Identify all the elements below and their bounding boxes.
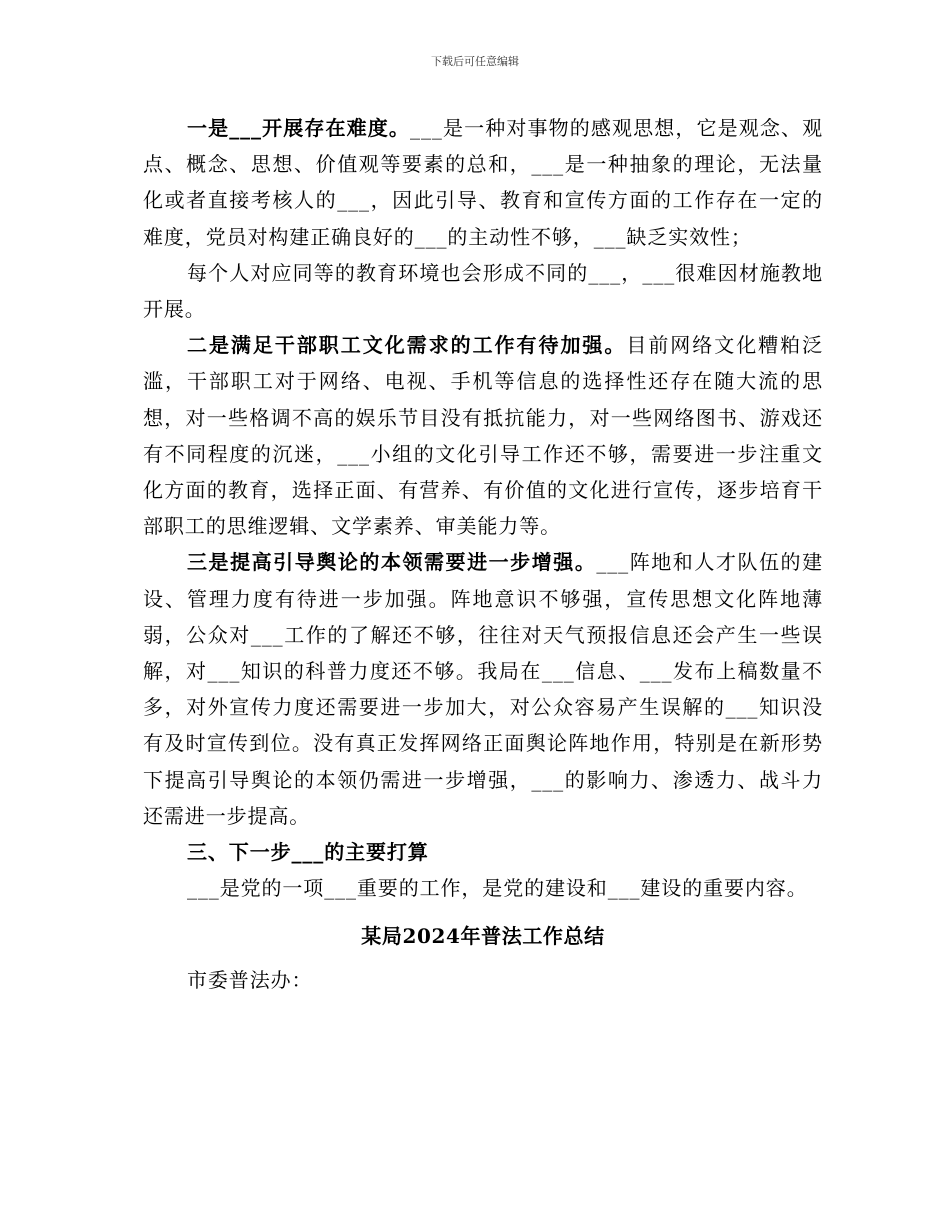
section-body: ___是党的一项___重要的工作，是党的建设和___建设的重要内容。 [187, 876, 808, 901]
document-body [143, 110, 823, 998]
paragraph-4 [143, 544, 823, 834]
paragraph-2-text: 每个人对应同等的教育环境也会形成不同的___，___很难因材施教地开展。 [143, 260, 823, 322]
paragraph-1 [143, 110, 823, 255]
page-header-note: 下载后可任意编辑 [431, 55, 519, 68]
paragraph-4-text: ___阵地和人才队伍的建设、管理力度有待进一步加强。阵地意识不够强，宣传思想文化阵地薄弱，公众对___工作的了解还不够，往往对天气预报信息还会产生一些误解，对___知识的科普力度还不够。我局在___信息、___发布上稿数量不多，对外宣传力度还需要进一步加大，对公众容易产生误解的___知识没有及时宣传到位。没有真正发挥网络正面舆论阵地作用，特别是在新形势下提高引导舆论的本领仍需进一步增强，___的影响力、渗透力、战斗力还需进一步提高。 [143, 550, 823, 828]
paragraph-3-text: 目前网络文化糟粕泛滥，干部职工对于网络、电视、手机等信息的选择性还存在随大流的思想，对一些格调不高的娱乐节目没有抵抗能力，对一些网络图书、游戏还有不同程度的沉迷，___小组的文化引导工作还不够，需要进一步注重文化方面的教育，选择正面、有营养、有价值的文化进行宣传，逐步培育干部职工的思维逻辑、文学素养、审美能力等。 [143, 333, 823, 539]
document-title: 某局2024年普法工作总结 [361, 924, 605, 949]
section-heading: 三、下一步___的主要打算 [187, 840, 429, 865]
addressee: 市委普法办： [187, 968, 313, 993]
paragraph-3 [143, 327, 823, 544]
paragraph-1-lead: 一是___开展存在难度。 [187, 116, 411, 140]
paragraph-4-lead: 三是提高引导舆论的本领需要进一步增强。 [187, 550, 597, 575]
paragraph-2 [143, 255, 823, 327]
paragraph-3-lead: 二是满足干部职工文化需求的工作有待加强。 [187, 333, 627, 358]
paragraph-1-text: ___是一种对事物的感观思想，它是观念、观点、概念、思想、价值观等要素的总和，___是一种抽象的理论，无法量化或者直接考核人的___，因此引导、教育和宣传方面的工作存在一定的难度，党员对构建正确良好的___的主动性不够，___缺乏实效性； [143, 116, 823, 249]
